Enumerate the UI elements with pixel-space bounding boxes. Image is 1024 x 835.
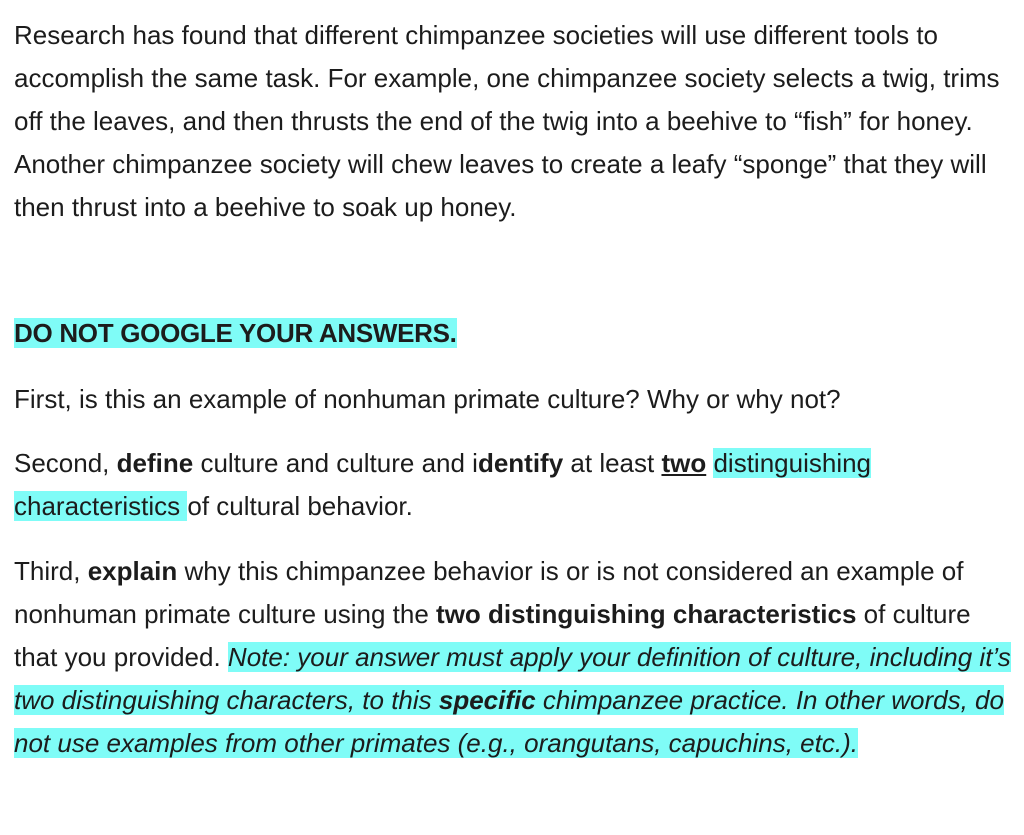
intro-paragraph	[14, 14, 1012, 229]
third-characteristics-bold: two distinguishing characteristics	[436, 599, 857, 629]
second-text-3: at least	[563, 448, 662, 478]
third-text-3: of culture that you provided.	[14, 599, 971, 672]
second-text-5: of cultural behavior.	[187, 491, 413, 521]
second-text-2: culture and culture and i	[193, 448, 478, 478]
first-question-text: First, is this an example of nonhuman primate culture? Why or why not?	[14, 384, 841, 414]
third-text-2: why this chimpanzee behavior is or is not considered an example of nonhuman primate culture using the	[14, 556, 964, 629]
third-explain-bold: explain	[87, 556, 178, 586]
second-text-1: Second,	[14, 448, 117, 478]
first-question	[14, 378, 1012, 421]
second-identify-bold: dentify	[477, 448, 564, 478]
third-text-1: Third,	[14, 556, 88, 586]
warning-heading	[14, 312, 1012, 355]
second-question	[14, 442, 1012, 528]
intro-text: Research has found that different chimpanzee societies will use different tools to accomplish the same task. For example, one chimpanzee society selects a twig, trims off the leaves, and then thrusts the end of the twig into a beehive to “fish” for honey. Another chimpanzee society will chew leaves to create a leafy “sponge” that they will then thrust into a beehive to soak up honey.	[14, 20, 1000, 222]
warning-text: DO NOT GOOGLE YOUR ANSWERS.	[14, 318, 457, 348]
second-highlight: distinguishing characteristics	[14, 448, 872, 521]
third-note-specific-bold: specific	[438, 685, 536, 715]
third-question	[14, 550, 1012, 765]
second-two-underlined: two	[661, 448, 707, 478]
third-note-text-1: Note: your answer must apply your definition of culture, including it’s two distinguishing characters, to this	[14, 642, 1011, 715]
second-define-bold: define	[116, 448, 194, 478]
third-note-text-2: chimpanzee practice. In other words, do not use examples from other primates (e.g., orangutans, capuchins, etc.).	[14, 685, 1004, 758]
